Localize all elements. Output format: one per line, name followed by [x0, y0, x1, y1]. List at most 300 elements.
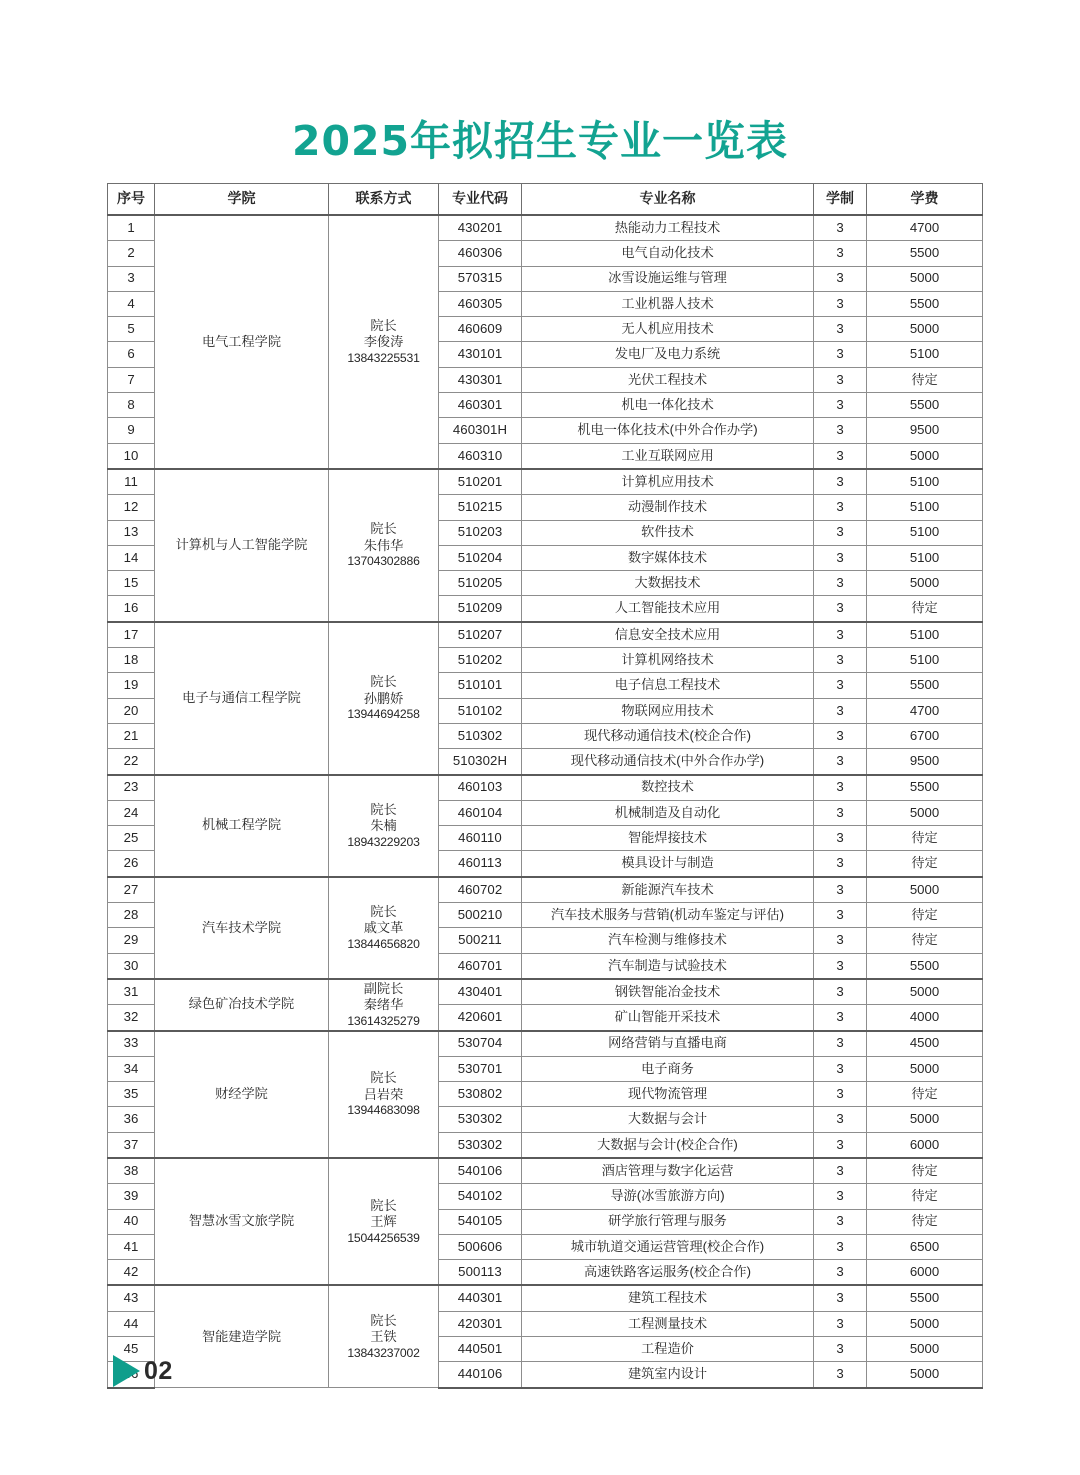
cell-code: 460306 [439, 241, 522, 266]
column-header-contact: 联系方式 [329, 184, 439, 216]
cell-fee: 5000 [867, 317, 983, 342]
cell-no: 8 [108, 393, 155, 418]
cell-name: 网络营销与直播电商 [522, 1031, 814, 1057]
cell-years: 3 [814, 1234, 867, 1259]
cell-name: 新能源汽车技术 [522, 877, 814, 903]
cell-code: 440301 [439, 1285, 522, 1311]
contact-role: 副院长 [363, 980, 404, 996]
contact-role: 院长 [370, 674, 397, 690]
cell-fee: 6700 [867, 723, 983, 748]
cell-no: 20 [108, 698, 155, 723]
cell-code: 460701 [439, 953, 522, 979]
cell-fee: 5000 [867, 1311, 983, 1336]
cell-no: 2 [108, 241, 155, 266]
cell-fee: 5500 [867, 775, 983, 801]
cell-no: 21 [108, 723, 155, 748]
cell-no: 1 [108, 215, 155, 241]
cell-no: 10 [108, 443, 155, 469]
cell-years: 3 [814, 443, 867, 469]
cell-code: 460103 [439, 775, 522, 801]
majors-table-container [107, 183, 982, 1389]
cell-name: 研学旅行管理与服务 [522, 1209, 814, 1234]
table-row [108, 1031, 983, 1057]
cell-code: 430101 [439, 342, 522, 367]
cell-code: 460702 [439, 877, 522, 903]
contact-person: 王辉 [370, 1214, 397, 1230]
cell-fee: 6000 [867, 1132, 983, 1158]
cell-code: 510207 [439, 622, 522, 648]
cell-no: 39 [108, 1184, 155, 1209]
cell-fee: 4700 [867, 698, 983, 723]
cell-name: 物联网应用技术 [522, 698, 814, 723]
cell-code: 510302H [439, 749, 522, 775]
cell-contact [329, 775, 439, 877]
cell-name: 大数据与会计(校企合作) [522, 1132, 814, 1158]
cell-years: 3 [814, 1158, 867, 1184]
cell-code: 530701 [439, 1056, 522, 1081]
cell-fee: 5000 [867, 571, 983, 596]
cell-years: 3 [814, 1311, 867, 1336]
cell-no: 40 [108, 1209, 155, 1234]
cell-name: 数字媒体技术 [522, 545, 814, 570]
cell-years: 3 [814, 979, 867, 1005]
cell-name: 热能动力工程技术 [522, 215, 814, 241]
cell-college: 汽车技术学院 [155, 877, 329, 979]
cell-fee: 5500 [867, 953, 983, 979]
cell-no: 13 [108, 520, 155, 545]
cell-code: 430201 [439, 215, 522, 241]
contact-person: 孙鹏娇 [363, 690, 404, 706]
contact-person: 朱伟华 [363, 537, 404, 553]
cell-no: 19 [108, 673, 155, 698]
cell-name: 导游(冰雪旅游方向) [522, 1184, 814, 1209]
table-body [108, 215, 983, 1388]
cell-years: 3 [814, 622, 867, 648]
cell-no: 45 [108, 1337, 155, 1362]
contact-role: 院长 [370, 801, 397, 817]
cell-code: 460301 [439, 393, 522, 418]
cell-name: 现代移动通信技术(中外合作办学) [522, 749, 814, 775]
cell-no: 34 [108, 1056, 155, 1081]
cell-code: 510201 [439, 469, 522, 495]
cell-code: 430301 [439, 367, 522, 392]
cell-no: 32 [108, 1005, 155, 1031]
cell-code: 460310 [439, 443, 522, 469]
cell-fee: 5000 [867, 877, 983, 903]
cell-years: 3 [814, 1337, 867, 1362]
cell-no: 46 [108, 1362, 155, 1388]
contact-phone: 15044256539 [347, 1230, 420, 1245]
cell-name: 现代物流管理 [522, 1082, 814, 1107]
cell-contact [329, 1285, 439, 1387]
cell-years: 3 [814, 1031, 867, 1057]
cell-no: 29 [108, 928, 155, 953]
cell-name: 酒店管理与数字化运营 [522, 1158, 814, 1184]
cell-code: 500210 [439, 903, 522, 928]
cell-no: 43 [108, 1285, 155, 1311]
cell-name: 城市轨道交通运营管理(校企合作) [522, 1234, 814, 1259]
cell-name: 动漫制作技术 [522, 495, 814, 520]
cell-code: 500606 [439, 1234, 522, 1259]
cell-years: 3 [814, 393, 867, 418]
cell-fee: 5000 [867, 1107, 983, 1132]
cell-years: 3 [814, 342, 867, 367]
cell-fee: 4000 [867, 1005, 983, 1031]
cell-code: 510202 [439, 648, 522, 673]
cell-no: 37 [108, 1132, 155, 1158]
cell-code: 510203 [439, 520, 522, 545]
cell-years: 3 [814, 698, 867, 723]
table-row [108, 1158, 983, 1184]
cell-name: 无人机应用技术 [522, 317, 814, 342]
cell-years: 3 [814, 1184, 867, 1209]
cell-fee: 5500 [867, 241, 983, 266]
cell-fee: 待定 [867, 596, 983, 622]
cell-fee: 5100 [867, 495, 983, 520]
cell-name: 建筑工程技术 [522, 1285, 814, 1311]
cell-code: 440501 [439, 1337, 522, 1362]
cell-no: 25 [108, 826, 155, 851]
cell-fee: 5500 [867, 1285, 983, 1311]
cell-college: 电气工程学院 [155, 215, 329, 469]
column-header-years: 学制 [814, 184, 867, 216]
cell-no: 38 [108, 1158, 155, 1184]
cell-code: 440106 [439, 1362, 522, 1388]
cell-years: 3 [814, 1260, 867, 1286]
cell-years: 3 [814, 1082, 867, 1107]
cell-years: 3 [814, 723, 867, 748]
cell-no: 23 [108, 775, 155, 801]
cell-years: 3 [814, 1285, 867, 1311]
cell-fee: 4700 [867, 215, 983, 241]
cell-name: 大数据技术 [522, 571, 814, 596]
contact-role: 院长 [370, 1070, 397, 1086]
cell-name: 电子信息工程技术 [522, 673, 814, 698]
cell-fee: 5100 [867, 622, 983, 648]
cell-code: 500211 [439, 928, 522, 953]
cell-code: 510101 [439, 673, 522, 698]
cell-fee: 6000 [867, 1260, 983, 1286]
cell-code: 530802 [439, 1082, 522, 1107]
cell-name: 智能焊接技术 [522, 826, 814, 851]
page-number: 02 [144, 1356, 173, 1385]
cell-name: 信息安全技术应用 [522, 622, 814, 648]
cell-no: 31 [108, 979, 155, 1005]
cell-name: 矿山智能开采技术 [522, 1005, 814, 1031]
cell-name: 工业互联网应用 [522, 443, 814, 469]
cell-years: 3 [814, 826, 867, 851]
cell-code: 530302 [439, 1132, 522, 1158]
cell-fee: 5000 [867, 1337, 983, 1362]
cell-name: 计算机网络技术 [522, 648, 814, 673]
cell-name: 发电厂及电力系统 [522, 342, 814, 367]
cell-no: 33 [108, 1031, 155, 1057]
cell-name: 工程造价 [522, 1337, 814, 1362]
contact-person: 王铁 [370, 1329, 397, 1345]
cell-years: 3 [814, 877, 867, 903]
cell-college: 智慧冰雪文旅学院 [155, 1158, 329, 1285]
column-header-college: 学院 [155, 184, 329, 216]
cell-no: 12 [108, 495, 155, 520]
cell-years: 3 [814, 1362, 867, 1388]
cell-code: 540102 [439, 1184, 522, 1209]
cell-no: 3 [108, 266, 155, 291]
cell-fee: 5100 [867, 520, 983, 545]
table-row [108, 469, 983, 495]
cell-fee: 5000 [867, 979, 983, 1005]
cell-code: 460301H [439, 418, 522, 443]
cell-name: 光伏工程技术 [522, 367, 814, 392]
cell-years: 3 [814, 215, 867, 241]
cell-code: 460104 [439, 800, 522, 825]
cell-fee: 5000 [867, 266, 983, 291]
cell-no: 11 [108, 469, 155, 495]
cell-college: 计算机与人工智能学院 [155, 469, 329, 622]
cell-fee: 待定 [867, 367, 983, 392]
cell-code: 430401 [439, 979, 522, 1005]
contact-phone: 13704302886 [347, 554, 420, 569]
cell-fee: 待定 [867, 1158, 983, 1184]
cell-fee: 5000 [867, 1362, 983, 1388]
cell-years: 3 [814, 545, 867, 570]
cell-code: 530302 [439, 1107, 522, 1132]
cell-years: 3 [814, 1107, 867, 1132]
cell-no: 30 [108, 953, 155, 979]
cell-contact [329, 979, 439, 1031]
cell-years: 3 [814, 266, 867, 291]
table-row [108, 215, 983, 241]
cell-college: 智能建造学院 [155, 1285, 329, 1387]
cell-fee: 5000 [867, 800, 983, 825]
cell-name: 汽车制造与试验技术 [522, 953, 814, 979]
cell-no: 27 [108, 877, 155, 903]
cell-code: 460113 [439, 851, 522, 877]
cell-name: 大数据与会计 [522, 1107, 814, 1132]
cell-contact [329, 1031, 439, 1158]
cell-years: 3 [814, 1005, 867, 1031]
cell-name: 建筑室内设计 [522, 1362, 814, 1388]
cell-no: 26 [108, 851, 155, 877]
cell-name: 机电一体化技术 [522, 393, 814, 418]
cell-name: 模具设计与制造 [522, 851, 814, 877]
cell-fee: 4500 [867, 1031, 983, 1057]
contact-phone: 13843225531 [347, 350, 420, 365]
table-row [108, 877, 983, 903]
cell-no: 5 [108, 317, 155, 342]
column-header-code: 专业代码 [439, 184, 522, 216]
contact-role: 院长 [370, 1312, 397, 1328]
cell-code: 510205 [439, 571, 522, 596]
cell-years: 3 [814, 241, 867, 266]
cell-name: 计算机应用技术 [522, 469, 814, 495]
column-header-name: 专业名称 [522, 184, 814, 216]
cell-fee: 6500 [867, 1234, 983, 1259]
cell-code: 420601 [439, 1005, 522, 1031]
cell-fee: 待定 [867, 928, 983, 953]
cell-name: 汽车技术服务与营销(机动车鉴定与评估) [522, 903, 814, 928]
cell-no: 16 [108, 596, 155, 622]
cell-code: 540106 [439, 1158, 522, 1184]
cell-no: 14 [108, 545, 155, 570]
cell-years: 3 [814, 928, 867, 953]
cell-contact [329, 215, 439, 469]
cell-no: 17 [108, 622, 155, 648]
cell-years: 3 [814, 418, 867, 443]
cell-no: 18 [108, 648, 155, 673]
cell-fee: 5100 [867, 648, 983, 673]
cell-fee: 5100 [867, 342, 983, 367]
contact-phone: 18943229203 [347, 834, 420, 849]
cell-years: 3 [814, 800, 867, 825]
cell-years: 3 [814, 648, 867, 673]
cell-name: 现代移动通信技术(校企合作) [522, 723, 814, 748]
cell-code: 540105 [439, 1209, 522, 1234]
cell-fee: 5500 [867, 673, 983, 698]
cell-college: 财经学院 [155, 1031, 329, 1158]
table-row [108, 775, 983, 801]
contact-phone: 13844656820 [347, 936, 420, 951]
cell-no: 28 [108, 903, 155, 928]
contact-role: 院长 [370, 1197, 397, 1213]
cell-fee: 5000 [867, 1056, 983, 1081]
cell-fee: 待定 [867, 826, 983, 851]
cell-code: 460110 [439, 826, 522, 851]
cell-fee: 待定 [867, 851, 983, 877]
triangle-marker-icon [113, 1355, 140, 1387]
cell-years: 3 [814, 469, 867, 495]
cell-years: 3 [814, 775, 867, 801]
cell-fee: 9500 [867, 418, 983, 443]
cell-no: 4 [108, 291, 155, 316]
contact-person: 秦绪华 [363, 997, 404, 1013]
table-row [108, 979, 983, 1005]
cell-fee: 9500 [867, 749, 983, 775]
cell-code: 460609 [439, 317, 522, 342]
cell-no: 7 [108, 367, 155, 392]
cell-fee: 待定 [867, 1209, 983, 1234]
cell-years: 3 [814, 571, 867, 596]
cell-contact [329, 877, 439, 979]
cell-no: 44 [108, 1311, 155, 1336]
cell-code: 570315 [439, 266, 522, 291]
cell-no: 6 [108, 342, 155, 367]
cell-no: 42 [108, 1260, 155, 1286]
majors-table [107, 183, 983, 1389]
contact-phone: 13614325279 [347, 1013, 420, 1028]
column-header-no: 序号 [108, 184, 155, 216]
cell-name: 钢铁智能冶金技术 [522, 979, 814, 1005]
cell-contact [329, 1158, 439, 1285]
contact-phone: 13944694258 [347, 707, 420, 722]
cell-name: 汽车检测与维修技术 [522, 928, 814, 953]
cell-no: 24 [108, 800, 155, 825]
cell-years: 3 [814, 495, 867, 520]
cell-contact [329, 469, 439, 622]
cell-code: 460305 [439, 291, 522, 316]
cell-years: 3 [814, 1056, 867, 1081]
cell-name: 工业机器人技术 [522, 291, 814, 316]
cell-name: 电子商务 [522, 1056, 814, 1081]
cell-fee: 5000 [867, 443, 983, 469]
cell-years: 3 [814, 903, 867, 928]
cell-code: 500113 [439, 1260, 522, 1286]
cell-years: 3 [814, 749, 867, 775]
cell-years: 3 [814, 1209, 867, 1234]
cell-contact [329, 622, 439, 775]
cell-name: 机电一体化技术(中外合作办学) [522, 418, 814, 443]
cell-fee: 5500 [867, 393, 983, 418]
cell-code: 510102 [439, 698, 522, 723]
contact-role: 院长 [370, 903, 397, 919]
table-row [108, 1285, 983, 1311]
cell-years: 3 [814, 367, 867, 392]
page-footer [113, 1355, 173, 1387]
cell-code: 510215 [439, 495, 522, 520]
cell-name: 冰雪设施运维与管理 [522, 266, 814, 291]
cell-fee: 5500 [867, 291, 983, 316]
cell-years: 3 [814, 953, 867, 979]
cell-name: 电气自动化技术 [522, 241, 814, 266]
cell-fee: 5100 [867, 545, 983, 570]
cell-name: 机械制造及自动化 [522, 800, 814, 825]
cell-name: 高速铁路客运服务(校企合作) [522, 1260, 814, 1286]
cell-college: 电子与通信工程学院 [155, 622, 329, 775]
contact-role: 院长 [370, 317, 397, 333]
cell-code: 510302 [439, 723, 522, 748]
cell-name: 工程测量技术 [522, 1311, 814, 1336]
cell-code: 420301 [439, 1311, 522, 1336]
cell-years: 3 [814, 851, 867, 877]
contact-role: 院长 [370, 521, 397, 537]
cell-code: 510209 [439, 596, 522, 622]
cell-no: 41 [108, 1234, 155, 1259]
cell-fee: 5100 [867, 469, 983, 495]
cell-no: 35 [108, 1082, 155, 1107]
cell-years: 3 [814, 596, 867, 622]
contact-phone: 13843237002 [347, 1345, 420, 1360]
cell-no: 22 [108, 749, 155, 775]
table-header [108, 184, 983, 216]
cell-years: 3 [814, 1132, 867, 1158]
table-header-row [108, 184, 983, 216]
cell-name: 软件技术 [522, 520, 814, 545]
cell-fee: 待定 [867, 903, 983, 928]
cell-no: 9 [108, 418, 155, 443]
cell-years: 3 [814, 291, 867, 316]
cell-no: 36 [108, 1107, 155, 1132]
table-row [108, 622, 983, 648]
cell-fee: 待定 [867, 1184, 983, 1209]
contact-person: 戚文革 [363, 920, 404, 936]
cell-college: 绿色矿冶技术学院 [155, 979, 329, 1031]
cell-code: 530704 [439, 1031, 522, 1057]
cell-fee: 待定 [867, 1082, 983, 1107]
cell-years: 3 [814, 317, 867, 342]
cell-name: 数控技术 [522, 775, 814, 801]
cell-years: 3 [814, 673, 867, 698]
cell-name: 人工智能技术应用 [522, 596, 814, 622]
page-title: 2025年拟招生专业一览表 [291, 117, 789, 165]
column-header-fee: 学费 [867, 184, 983, 216]
cell-college: 机械工程学院 [155, 775, 329, 877]
cell-code: 510204 [439, 545, 522, 570]
contact-person: 朱楠 [370, 818, 397, 833]
contact-person: 李俊涛 [363, 334, 404, 350]
cell-years: 3 [814, 520, 867, 545]
cell-no: 15 [108, 571, 155, 596]
contact-phone: 13944683098 [347, 1103, 420, 1118]
contact-person: 吕岩荣 [363, 1086, 404, 1102]
